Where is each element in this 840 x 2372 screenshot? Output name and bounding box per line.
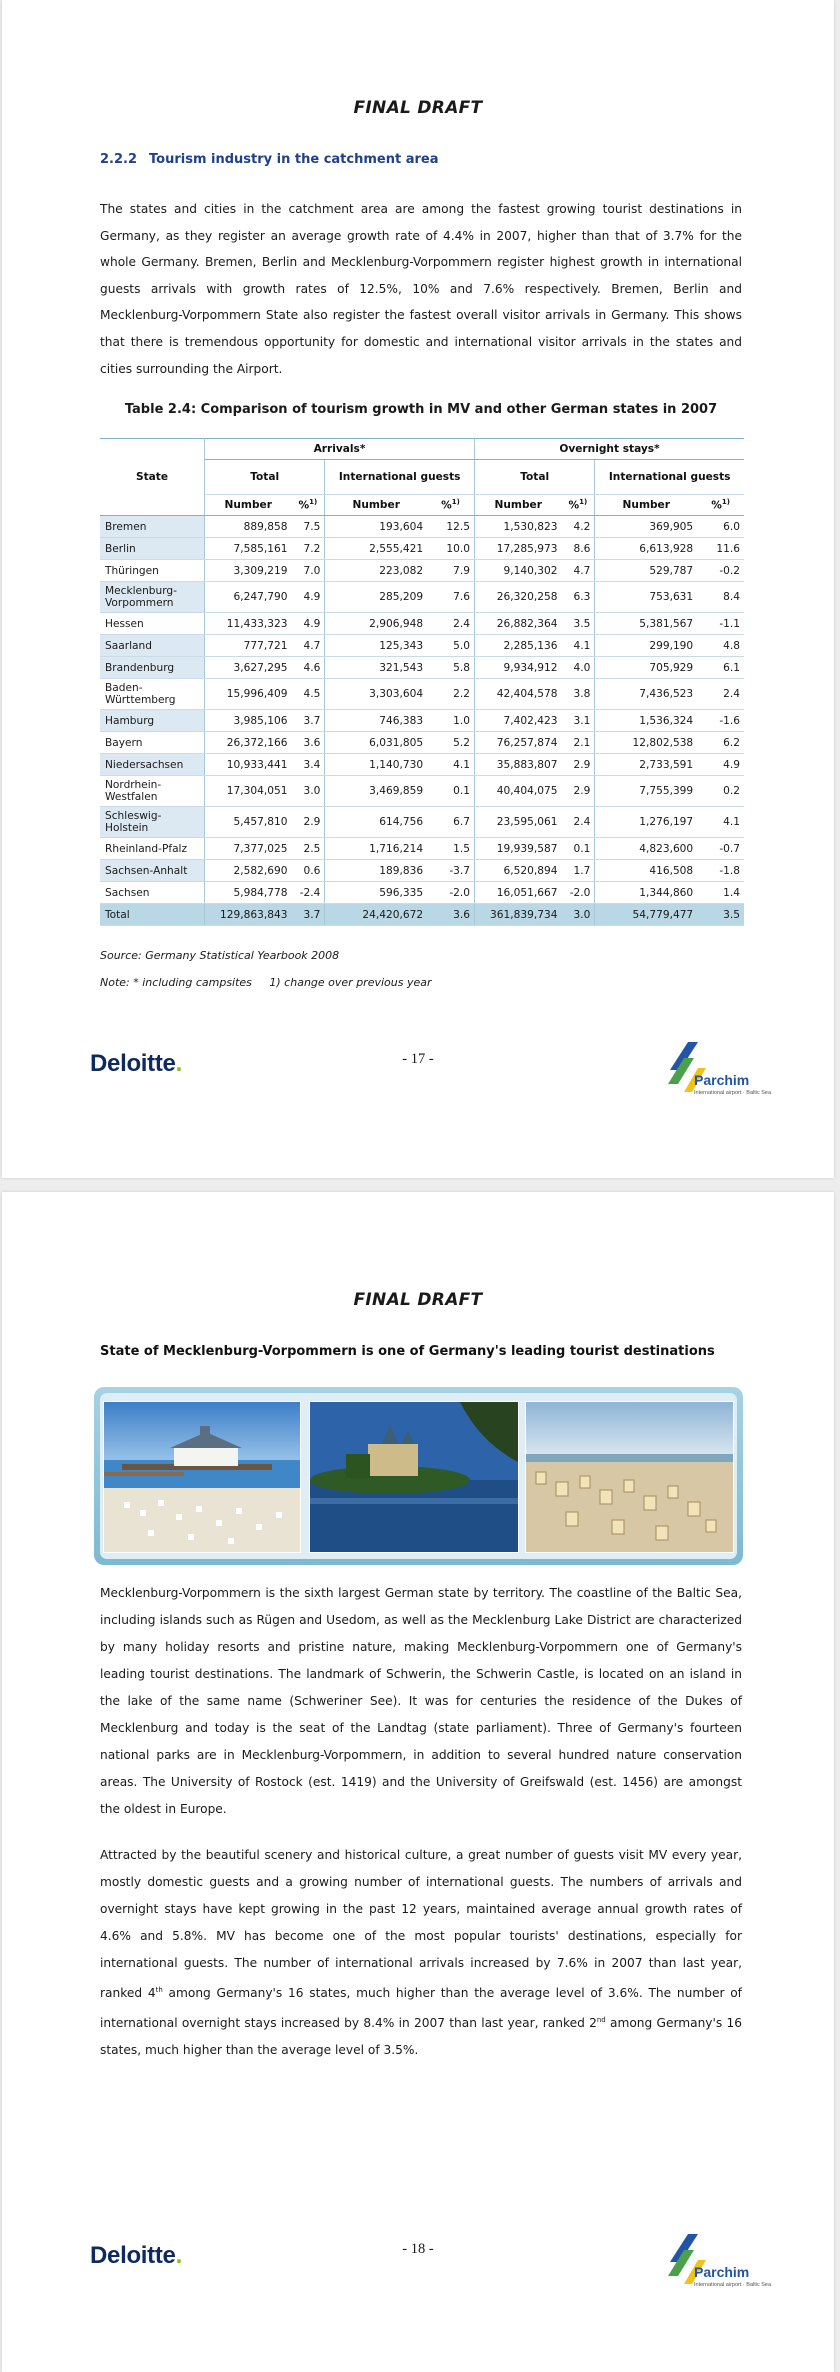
cell: 614,756 [325,807,427,838]
cell: 3.0 [561,904,594,926]
cell: 2,555,421 [325,538,427,560]
cell: 10,933,441 [205,754,292,776]
state-cell: Saarland [100,635,205,657]
overnight-header: Overnight stays* [475,439,745,460]
page-number: - 17 - [402,1051,434,1067]
cell: 10.0 [427,538,474,560]
cell: 7,585,161 [205,538,292,560]
state-cell: Mecklenburg-Vorpommern [100,582,205,613]
cell: 3.7 [291,710,324,732]
table-row [100,838,744,860]
beach-chairs-photo [525,1401,734,1553]
cell: 189,836 [325,860,427,882]
cell: 6,520,894 [475,860,562,882]
cell: 17,285,973 [475,538,562,560]
cell: 2.9 [561,754,594,776]
section-title: Tourism industry in the catchment area [149,152,439,167]
cell: 24,420,672 [325,904,427,926]
parchim-logo [668,2232,772,2302]
cell: 2,582,690 [205,860,292,882]
cell: 3.5 [697,904,744,926]
cell: 7.0 [291,560,324,582]
cell: 753,631 [595,582,697,613]
cell: -3.7 [427,860,474,882]
cell: 746,383 [325,710,427,732]
cell: 3.8 [561,679,594,710]
cell: 54,779,477 [595,904,697,926]
final-draft-title: FINAL DRAFT [353,1290,483,1310]
cell: 4.9 [697,754,744,776]
cell: 321,543 [325,657,427,679]
cell: 4.7 [561,560,594,582]
cell: 4.1 [427,754,474,776]
section-heading: State of Mecklenburg-Vorpommern is one of Germany's leading tourist destinations [100,1344,715,1359]
cell: 4.2 [561,516,594,538]
cell: 9,140,302 [475,560,562,582]
cell: 2,906,948 [325,613,427,635]
cell: -0.2 [697,560,744,582]
cell: 15,996,409 [205,679,292,710]
state-cell: Brandenburg [100,657,205,679]
table-row [100,679,744,710]
cell: 5.8 [427,657,474,679]
cell: -1.6 [697,710,744,732]
cell: 2.5 [291,838,324,860]
state-cell: Sachsen-Anhalt [100,860,205,882]
cell: 6.3 [561,582,594,613]
cell: 1,536,324 [595,710,697,732]
cell: 6,613,928 [595,538,697,560]
state-cell: Hamburg [100,710,205,732]
state-cell: Hessen [100,613,205,635]
final-draft-title: FINAL DRAFT [353,98,483,118]
cell: 416,508 [595,860,697,882]
table-row [100,860,744,882]
parchim-name: Parchim [694,1072,750,1088]
table-row [100,582,744,613]
cell: 7.5 [291,516,324,538]
cell: 4.7 [291,635,324,657]
cell: 12.5 [427,516,474,538]
cell: 4.0 [561,657,594,679]
overnight-intl-header: International guests [595,460,744,495]
table-row [100,538,744,560]
state-cell: Bremen [100,516,205,538]
cell: 4.1 [697,807,744,838]
overnight-total-header: Total [475,460,595,495]
cell: 3.6 [427,904,474,926]
cell: 299,190 [595,635,697,657]
cell: -1.8 [697,860,744,882]
cell: 1.5 [427,838,474,860]
cell: 35,883,807 [475,754,562,776]
number-header: Number [475,495,562,516]
cell: 11.6 [697,538,744,560]
arrivals-header: Arrivals* [205,439,475,460]
cell: 7.2 [291,538,324,560]
cell: 6.7 [427,807,474,838]
footnote: Note: * including campsites 1) change over previous year [100,976,432,989]
cell: 4.5 [291,679,324,710]
arrivals-intl-header: International guests [325,460,475,495]
cell: 26,320,258 [475,582,562,613]
cell: 8.4 [697,582,744,613]
cell: 3.0 [291,776,324,807]
cell: 1,140,730 [325,754,427,776]
cell: 7,377,025 [205,838,292,860]
cell: 5,457,810 [205,807,292,838]
cell: 3.7 [291,904,324,926]
intro-paragraph: The states and cities in the catchment area are among the fastest growing tourist destinations in Germany, as they register an average growth rate of 4.4% in 2007, higher than that of 3.7% for the whole Germany. Bremen, Berlin and Mecklenburg-Vorpommern register highest growth in international guests arrivals with growth rates of 12.5%, 10% and 7.6% respectively. Bremen, Berlin and Mecklenburg-Vorpommern State also register the fastest overall visitor arrivals in Germany. This shows that there is tremendous opportunity for domestic and international visitor arrivals in the states and cities surrounding the Airport. [100,202,742,376]
cell: 2.1 [561,732,594,754]
cell: 3,303,604 [325,679,427,710]
cell: 125,343 [325,635,427,657]
cell: -2.0 [427,882,474,904]
cell: 2,733,591 [595,754,697,776]
cell: 12,802,538 [595,732,697,754]
section-heading [100,152,439,167]
parchim-tagline: International airport · Baltic Sea [694,2282,772,2288]
cell: 1.7 [561,860,594,882]
cell: -2.4 [291,882,324,904]
state-cell: Niedersachsen [100,754,205,776]
cell: 193,604 [325,516,427,538]
cell: 2.4 [697,679,744,710]
pct-header: %$^{1)}$ [427,495,474,516]
number-header: Number [205,495,292,516]
table-row [100,635,744,657]
page-18 [2,1192,834,2372]
cell: 3.1 [561,710,594,732]
table-row [100,613,744,635]
cell: 369,905 [595,516,697,538]
deloitte-logo: Deloitte. [90,2242,182,2269]
cell: 5.2 [427,732,474,754]
cell: 1,276,197 [595,807,697,838]
cell: 889,858 [205,516,292,538]
cell: 223,082 [325,560,427,582]
tourism-table [100,438,744,926]
cell: 4.9 [291,582,324,613]
mv-paragraph-2: Attracted by the beautiful scenery and historical culture, a great number of guests visit MV every year, mostly domestic guests and a growing number of international guests. The numbers of arrivals and overnight stays have kept growing in the past 12 years, maintained average annual growth rates of 4.6% and 5.8%. MV has become one of the most popular tourists' destinations, especially for international guests. The number of international arrivals increased by 7.6% in 2007 than last year, ranked 4th among Germany's 16 states, much higher than the average level of 3.6%. The number of international overnight stays increased by 8.4% in 2007 than last year, ranked 2nd among Germany's 16 states, much higher than the average level of 3.5%. [100,1848,742,2058]
cell: 3.5 [561,613,594,635]
table-row [100,807,744,838]
table-row [100,516,744,538]
cell: 0.1 [427,776,474,807]
cell: 7,436,523 [595,679,697,710]
cell: 26,372,166 [205,732,292,754]
cell: 1.4 [697,882,744,904]
cell: 3.6 [291,732,324,754]
cell: 596,335 [325,882,427,904]
pct-header: %$^{1)}$ [291,495,324,516]
table-row [100,754,744,776]
cell: 0.1 [561,838,594,860]
page-number: - 18 - [402,2241,434,2257]
parchim-name: Parchim [694,2264,750,2280]
state-cell: Berlin [100,538,205,560]
cell: 6.0 [697,516,744,538]
cell: 129,863,843 [205,904,292,926]
cell: 3,985,106 [205,710,292,732]
cell: 16,051,667 [475,882,562,904]
table-row [100,657,744,679]
cell: 4,823,600 [595,838,697,860]
cell: 0.6 [291,860,324,882]
cell: 3,627,295 [205,657,292,679]
cell: 2.2 [427,679,474,710]
cell: 26,882,364 [475,613,562,635]
cell: 3,309,219 [205,560,292,582]
cell: 4.6 [291,657,324,679]
cell: 2.9 [561,776,594,807]
table-row [100,732,744,754]
cell: 7,755,399 [595,776,697,807]
cell: 5.0 [427,635,474,657]
state-cell: Sachsen [100,882,205,904]
cell: 2.4 [561,807,594,838]
table-row [100,882,744,904]
total-row [100,904,744,926]
cell: 7.9 [427,560,474,582]
table-row [100,560,744,582]
arrivals-total-header: Total [205,460,325,495]
table-caption: Table 2.4: Comparison of tourism growth in MV and other German states in 2007 [124,402,718,417]
page-17 [2,0,834,1178]
table-row [100,776,744,807]
deloitte-logo: Deloitte. [90,1050,182,1077]
parchim-logo [668,1040,772,1110]
cell: 6.2 [697,732,744,754]
cell: 5,984,778 [205,882,292,904]
state-cell: Baden-Württemberg [100,679,205,710]
cell: 19,939,587 [475,838,562,860]
cell: 23,595,061 [475,807,562,838]
cell: 6.1 [697,657,744,679]
state-cell: Nordrhein-Westfalen [100,776,205,807]
cell: 9,934,912 [475,657,562,679]
section-number: 2.2.2 [100,152,138,167]
state-cell: Schleswig-Holstein [100,807,205,838]
cell: 8.6 [561,538,594,560]
parchim-tagline: International airport · Baltic Sea [694,1090,772,1096]
cell: 361,839,734 [475,904,562,926]
pct-header: %$^{1)}$ [561,495,594,516]
cell: 1,530,823 [475,516,562,538]
cell: 1.0 [427,710,474,732]
cell: -1.1 [697,613,744,635]
schwerin-castle-photo [309,1401,519,1553]
cell: 76,257,874 [475,732,562,754]
number-header: Number [595,495,697,516]
cell: 529,787 [595,560,697,582]
cell: 5,381,567 [595,613,697,635]
state-cell: Total [100,904,205,926]
cell: -2.0 [561,882,594,904]
cell: 1,716,214 [325,838,427,860]
pier-photo [103,1401,301,1553]
cell: 2.9 [291,807,324,838]
cell: 7,402,423 [475,710,562,732]
cell: 285,209 [325,582,427,613]
cell: 4.8 [697,635,744,657]
cell: -0.7 [697,838,744,860]
pct-header: %$^{1)}$ [697,495,744,516]
number-header: Number [325,495,427,516]
state-cell: Rheinland-Pfalz [100,838,205,860]
cell: 2.4 [427,613,474,635]
cell: 705,929 [595,657,697,679]
cell: 42,404,578 [475,679,562,710]
cell: 6,247,790 [205,582,292,613]
cell: 7.6 [427,582,474,613]
table-row [100,710,744,732]
source-note: Source: Germany Statistical Yearbook 2008 [100,949,340,962]
state-cell: Thüringen [100,560,205,582]
mv-paragraph-1: Mecklenburg-Vorpommern is the sixth largest German state by territory. The coastline of the Baltic Sea, including islands such as Rügen and Usedom, as well as the Mecklenburg Lake District are characterized by many holiday resorts and pristine nature, making Mecklenburg-Vorpommern one of Germany's leading tourist destinations. The landmark of Schwerin, the Schwerin Castle, is located on an island in the lake of the same name (Schweriner See). It was for centuries the residence of the Dukes of Mecklenburg and today is the seat of the Landtag (state parliament). Three of Germany's fourteen national parks are in Mecklenburg-Vorpommern, in addition to several hundred nature conservation areas. The University of Rostock (est. 1419) and the University of Greifswald (est. 1456) are amongst the oldest in Europe. [100,1586,742,1816]
cell: 17,304,051 [205,776,292,807]
cell: 11,433,323 [205,613,292,635]
cell: 0.2 [697,776,744,807]
state-cell: Bayern [100,732,205,754]
cell: 4.1 [561,635,594,657]
cell: 4.9 [291,613,324,635]
state-header: State [100,439,205,516]
cell: 777,721 [205,635,292,657]
cell: 2,285,136 [475,635,562,657]
cell: 3,469,859 [325,776,427,807]
cell: 1,344,860 [595,882,697,904]
cell: 6,031,805 [325,732,427,754]
cell: 3.4 [291,754,324,776]
cell: 40,404,075 [475,776,562,807]
